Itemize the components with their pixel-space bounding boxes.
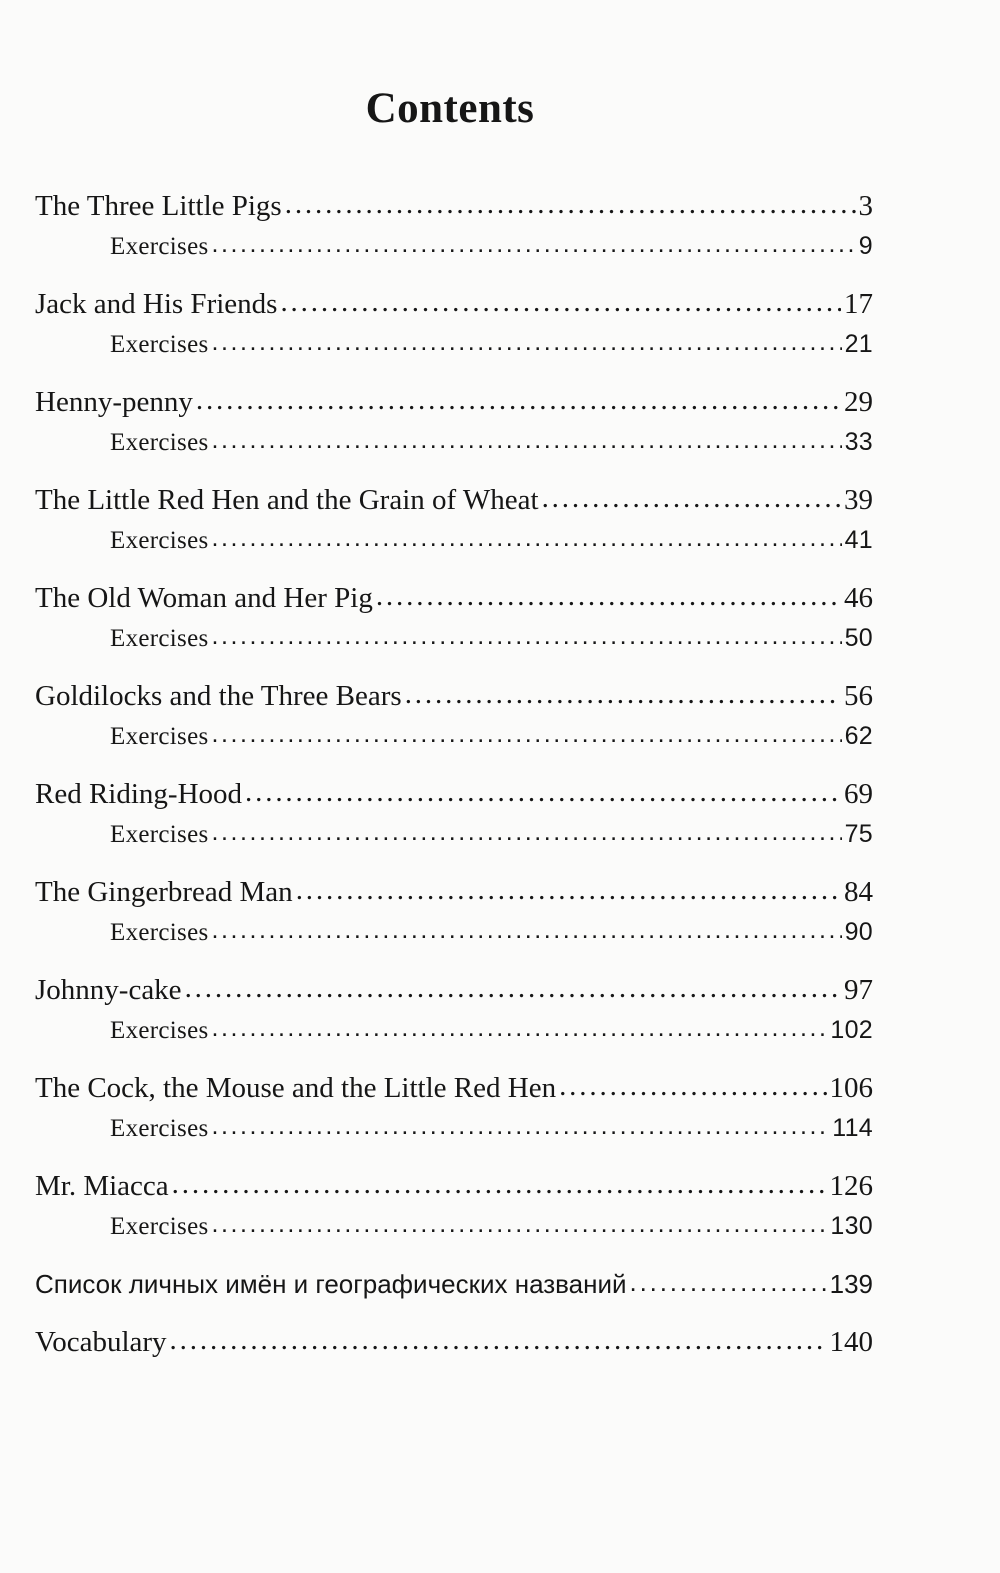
- toc-sub-title: Exercises: [110, 919, 209, 946]
- toc-subline: [35, 912, 873, 952]
- toc-line: [35, 872, 873, 912]
- toc-line: [35, 774, 873, 814]
- toc-entry: [35, 1068, 873, 1148]
- dot-leader: [212, 912, 842, 950]
- dot-leader: [170, 1322, 827, 1360]
- dot-leader: [285, 186, 856, 224]
- toc-sub-title: Exercises: [110, 1017, 209, 1044]
- toc-entry-title: Vocabulary: [35, 1326, 167, 1358]
- toc-page-number: 84: [844, 876, 873, 908]
- toc-subline: [35, 520, 873, 560]
- toc-entry: [35, 1264, 873, 1304]
- toc-entry-title: The Little Red Hen and the Grain of Wheat: [35, 484, 539, 516]
- toc-page-number: 41: [844, 526, 873, 554]
- toc-subline: [35, 226, 873, 266]
- dot-leader: [196, 382, 841, 420]
- toc-line: [35, 1322, 873, 1362]
- toc-entry-title: The Gingerbread Man: [35, 876, 293, 908]
- dot-leader: [212, 422, 842, 460]
- toc-line: [35, 284, 873, 324]
- toc-page-number: 33: [844, 428, 873, 456]
- toc-page-number: 17: [844, 288, 873, 320]
- toc-sub-title: Exercises: [110, 821, 209, 848]
- toc-subline: [35, 324, 873, 364]
- dot-leader: [185, 970, 841, 1008]
- toc-page-number: 126: [829, 1170, 873, 1202]
- toc-page-number: 21: [844, 330, 873, 358]
- toc-sub-title: Exercises: [110, 1115, 209, 1142]
- toc-entry-title: Goldilocks and the Three Bears: [35, 680, 402, 712]
- toc-page-number: 62: [844, 722, 873, 750]
- toc-entry: [35, 186, 873, 266]
- toc-entry: [35, 872, 873, 952]
- toc-page-number: 97: [844, 974, 873, 1006]
- toc-entry: [35, 774, 873, 854]
- page-title: Contents: [365, 85, 535, 132]
- toc-page-number: 140: [829, 1326, 873, 1358]
- toc-sub-title: Exercises: [110, 1213, 209, 1240]
- toc-entry-title: Jack and His Friends: [35, 288, 278, 320]
- toc-entry: [35, 676, 873, 756]
- dot-leader: [245, 774, 841, 812]
- toc-entry: [35, 480, 873, 560]
- toc-page-number: 102: [830, 1016, 873, 1044]
- toc-page-number: 3: [858, 190, 873, 222]
- toc-subline: [35, 618, 873, 658]
- dot-leader: [212, 520, 842, 558]
- toc-entry: [35, 1166, 873, 1246]
- dot-leader: [172, 1166, 827, 1204]
- toc-line: [35, 186, 873, 226]
- toc-entry: [35, 1322, 873, 1362]
- toc-sub-title: Exercises: [110, 723, 209, 750]
- dot-leader: [559, 1068, 826, 1106]
- toc-page-number: 114: [832, 1114, 873, 1142]
- toc-sub-title: Exercises: [110, 429, 209, 456]
- dot-leader: [630, 1264, 827, 1302]
- toc-sub-title: Exercises: [110, 527, 209, 554]
- dot-leader: [212, 226, 856, 264]
- toc-page-number: 39: [844, 484, 873, 516]
- dot-leader: [212, 618, 842, 656]
- toc-sub-title: Exercises: [110, 331, 209, 358]
- toc-page-number: 139: [829, 1269, 873, 1299]
- toc-line: [35, 480, 873, 520]
- toc-line: [35, 578, 873, 618]
- toc-entry: [35, 578, 873, 658]
- dot-leader: [212, 324, 842, 362]
- dot-leader: [212, 814, 842, 852]
- toc-line: [35, 1068, 873, 1108]
- toc-page-number: 29: [844, 386, 873, 418]
- toc-entry-title: Список личных имён и географических названий: [35, 1269, 627, 1299]
- toc-page-number: 69: [844, 778, 873, 810]
- toc-page-number: 50: [844, 624, 873, 652]
- dot-leader: [212, 1108, 830, 1146]
- toc-entry-title: Johnny-cake: [35, 974, 182, 1006]
- toc-subline: [35, 814, 873, 854]
- dot-leader: [212, 1010, 828, 1048]
- dot-leader: [376, 578, 841, 616]
- toc-subline: [35, 716, 873, 756]
- dot-leader: [296, 872, 841, 910]
- dot-leader: [212, 1206, 828, 1244]
- toc-entry: [35, 970, 873, 1050]
- toc-entry: [35, 284, 873, 364]
- toc-subline: [35, 1108, 873, 1148]
- toc-line: [35, 1166, 873, 1206]
- toc-line: [35, 676, 873, 716]
- toc-entry: [35, 382, 873, 462]
- toc-sub-title: Exercises: [110, 625, 209, 652]
- toc-entry-title: The Cock, the Mouse and the Little Red Hen: [35, 1072, 557, 1104]
- dot-leader: [212, 716, 842, 754]
- toc-entry-title: The Three Little Pigs: [35, 190, 282, 222]
- toc-page-number: 75: [844, 820, 873, 848]
- toc-line: [35, 382, 873, 422]
- dot-leader: [280, 284, 841, 322]
- toc-page-number: 9: [858, 232, 873, 260]
- toc-line: [35, 970, 873, 1010]
- toc-page-number: 130: [830, 1212, 873, 1240]
- dot-leader: [542, 480, 841, 518]
- toc-entry-title: Henny-penny: [35, 386, 193, 418]
- toc-entry-title: The Old Woman and Her Pig: [35, 582, 373, 614]
- toc-page-number: 46: [844, 582, 873, 614]
- toc-entry-title: Red Riding-Hood: [35, 778, 243, 810]
- toc-page-number: 106: [829, 1072, 873, 1104]
- toc-subline: [35, 1010, 873, 1050]
- toc-subline: [35, 1206, 873, 1246]
- toc-subline: [35, 422, 873, 462]
- dot-leader: [405, 676, 841, 714]
- toc-sub-title: Exercises: [110, 233, 209, 260]
- table-of-contents: [35, 186, 873, 1380]
- toc-page-number: 56: [844, 680, 873, 712]
- toc-entry-title: Mr. Miacca: [35, 1170, 169, 1202]
- toc-page-number: 90: [844, 918, 873, 946]
- toc-line: [35, 1264, 873, 1304]
